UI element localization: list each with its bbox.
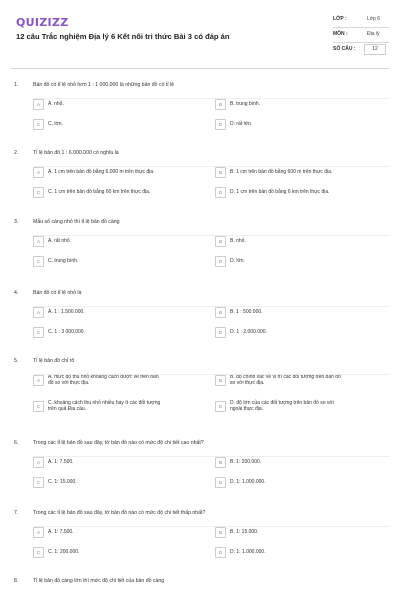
option-letter-box: A <box>33 375 44 386</box>
question-number: 5. <box>14 358 19 364</box>
option-letter-box: A <box>33 167 44 178</box>
question-text: Tỉ lệ bản đồ chỉ rõ <box>33 358 75 364</box>
option-letter-box: A <box>33 527 44 538</box>
option-letter-box: B <box>215 236 226 247</box>
option-row-divider <box>33 456 390 457</box>
option-letter-box: D <box>215 256 226 267</box>
option-text <box>48 549 79 555</box>
option-text-line: C. khoảng cách thu nhỏ nhiều hay ít các đối tượng <box>48 400 161 406</box>
question-number: 7. <box>14 510 19 516</box>
option-text-line: so với thực địa. <box>230 380 265 387</box>
option-text <box>48 529 74 535</box>
option-text-line: A. mức độ thu nhỏ khoảng cách được vẽ trên bản <box>48 374 159 380</box>
option-text-line: D. 1 cm trên bản đồ bằng 6 km trên thực địa. <box>230 189 330 195</box>
question-number: 1. <box>14 82 19 88</box>
option-row-divider <box>33 235 390 236</box>
option-letter-box: C <box>33 327 44 338</box>
option-letter-box: D <box>215 119 226 130</box>
option-text-line: A. rất nhỏ. <box>48 238 72 244</box>
option-text <box>230 309 263 315</box>
option-letter-box: B <box>215 527 226 538</box>
option-text-line: A. 1: 7.500. <box>48 459 74 465</box>
option-text <box>230 258 245 264</box>
option-text <box>230 238 246 244</box>
option-text <box>48 374 159 387</box>
worksheet-title: 12 câu Trắc nghiệm Địa lý 6 Kết nối tri thức Bài 3 có đáp án <box>16 32 230 41</box>
option-letter-box: C <box>33 187 44 198</box>
option-text-line: A. 1 : 1.500.000. <box>48 309 85 315</box>
option-text <box>48 258 78 264</box>
option-text-line: C. 1: 200.000. <box>48 549 80 555</box>
option-text <box>48 479 77 485</box>
option-text <box>48 459 74 465</box>
option-text <box>230 189 330 195</box>
quizizz-logo: QUIZIZZ <box>16 16 69 29</box>
option-row-divider <box>33 374 390 375</box>
option-text <box>230 479 266 485</box>
option-text <box>230 101 260 107</box>
question-number: 4. <box>14 290 19 296</box>
option-letter-box: D <box>215 477 226 488</box>
option-text-line: B. trung bình. <box>230 101 261 107</box>
option-text <box>48 238 71 244</box>
question-text: Mẫu số càng nhỏ thì tỉ lệ bản đồ càng <box>33 219 120 225</box>
option-text-line: B. nhỏ. <box>230 238 246 244</box>
option-text-line: C. 1 : 3 000.000. <box>48 329 85 335</box>
option-letter-box: C <box>33 119 44 130</box>
option-row-divider <box>33 306 390 307</box>
option-text-line: C. lớn. <box>48 121 63 127</box>
meta-label: MÔN : <box>333 31 348 37</box>
question-text: Tỉ lệ bản đồ càng lớn thì mức độ chi tiết của bản đồ càng <box>33 578 165 584</box>
option-letter-box: D <box>215 187 226 198</box>
option-text-line: B. 1: 200.000. <box>230 459 262 465</box>
option-text-line: D. rất lớn. <box>230 121 253 127</box>
question-count-box: 12 <box>364 44 386 55</box>
question-number: 2. <box>14 150 19 156</box>
meta-divider <box>333 27 389 28</box>
option-text <box>48 309 85 315</box>
option-text-line: trên quả Địa cầu. <box>48 406 87 413</box>
worksheet-header <box>0 0 400 68</box>
option-text-line: D. 1: 1.000.000. <box>230 549 266 555</box>
option-letter-box: B <box>215 99 226 110</box>
option-text <box>230 169 332 175</box>
option-letter-box: B <box>215 375 226 386</box>
option-text <box>48 121 63 127</box>
option-text <box>230 549 266 555</box>
option-text-line: D. độ lớn của các đối tượng trên bản đồ so với <box>230 400 334 406</box>
option-letter-box: D <box>215 327 226 338</box>
option-text-line: B. 1: 15.000. <box>230 529 259 535</box>
option-letter-box: B <box>215 307 226 318</box>
option-text <box>48 189 150 195</box>
option-text-line: B. độ chính xác về vị trí các đối tượng trên bản đồ <box>230 374 341 380</box>
option-letter-box: C <box>33 547 44 558</box>
option-text-line: D. 1: 1.000.000. <box>230 479 266 485</box>
option-letter-box: A <box>33 99 44 110</box>
option-text-line: A. nhỏ. <box>48 101 64 107</box>
option-letter-box: B <box>215 167 226 178</box>
option-text <box>230 400 334 413</box>
option-text <box>230 529 258 535</box>
meta-divider <box>333 42 389 43</box>
meta-value: Địa lý <box>367 31 380 37</box>
option-text-line: ngoài thực địa. <box>230 406 264 413</box>
option-text <box>230 121 252 127</box>
question-number: 3. <box>14 219 19 225</box>
option-text-line: B. 1 : 500.000. <box>230 309 263 315</box>
question-number: 6. <box>14 440 19 446</box>
option-text <box>230 374 341 387</box>
option-text-line: D. 1 : 2.000.000. <box>230 329 267 335</box>
question-text: Trong các tỉ lệ bản đồ sau đây, tờ bản đồ nào có mức độ chi tiết thấp nhất? <box>33 510 206 516</box>
question-number: 8. <box>14 578 19 584</box>
option-row-divider <box>33 166 390 167</box>
option-letter-box: A <box>33 236 44 247</box>
option-text-line: C. 1 cm trên bản đồ bằng 60 km trên thực địa. <box>48 189 151 195</box>
option-text-line: C. 1: 15.000. <box>48 479 77 485</box>
option-letter-box: C <box>33 401 44 412</box>
option-text <box>48 101 64 107</box>
option-text-line: B. 1 cm trên bản đồ bằng 600 m trên thực địa. <box>230 169 333 175</box>
option-letter-box: D <box>215 401 226 412</box>
option-text <box>230 459 261 465</box>
option-letter-box: A <box>33 457 44 468</box>
option-text <box>48 329 85 335</box>
option-text <box>48 400 160 413</box>
option-text-line: D. lớn. <box>230 258 245 264</box>
meta-label: LỚP : <box>333 16 347 22</box>
question-text: Bản đồ có tỉ lệ nhỏ hơn 1 : 1 000.000 là những bản đồ có tỉ lệ <box>33 82 174 88</box>
meta-value: Lớp 6 <box>367 16 381 22</box>
meta-label: SỐ CÂU : <box>333 46 356 52</box>
option-row-divider <box>33 526 390 527</box>
header-divider <box>10 68 390 69</box>
option-text-line: A. 1 cm trên bản đồ bằng 6.000 m trên thực địa. <box>48 169 155 175</box>
option-text-line: đồ so với thực địa. <box>48 380 90 387</box>
question-text: Trong các tỉ lệ bản đồ sau đây, tờ bản đồ nào có mức độ chi tiết cao nhất? <box>33 440 204 446</box>
option-text <box>230 329 267 335</box>
question-text: Bản đồ có tỉ lệ nhỏ là <box>33 290 82 296</box>
option-letter-box: B <box>215 457 226 468</box>
option-letter-box: A <box>33 307 44 318</box>
option-letter-box: D <box>215 547 226 558</box>
option-text-line: C. trung bình. <box>48 258 79 264</box>
option-row-divider <box>33 98 390 99</box>
option-text <box>48 169 154 175</box>
option-letter-box: C <box>33 256 44 267</box>
option-text-line: A. 1: 7.500. <box>48 529 74 535</box>
option-letter-box: C <box>33 477 44 488</box>
question-text: Tỉ lệ bản đồ 1 : 6.000.000 có nghĩa là <box>33 150 119 156</box>
